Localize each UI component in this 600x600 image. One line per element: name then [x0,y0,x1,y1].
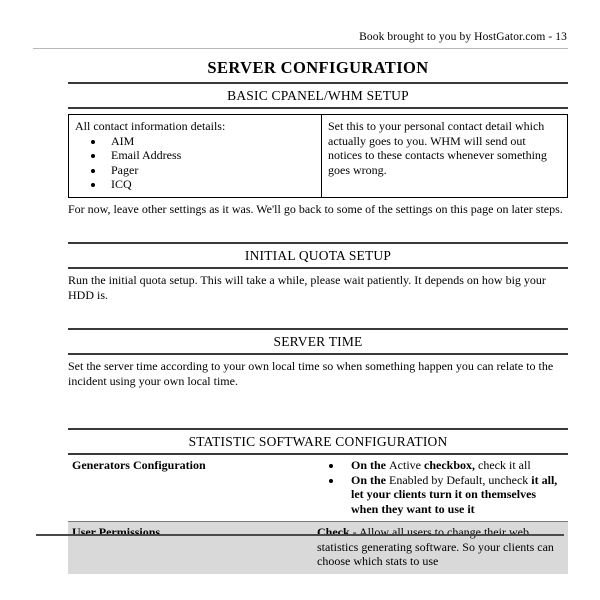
section-paragraph: Run the initial quota setup. This will take a while, please wait patiently. It depends on how big your HDD is. [68,273,546,302]
section-rule-bottom [68,353,568,355]
statistic-software-table [68,455,568,574]
spacer [68,414,568,428]
section-server-time [68,328,568,388]
row-label: User Permissions [68,522,313,574]
list-item: • Pager [105,163,315,178]
contact-details-list [75,134,315,192]
contact-details-description-cell: Set this to your personal contact detail which actually goes to you. WHM will send out notices to these contacts whenever something goes wrong. [322,115,568,198]
row-detail [313,455,568,522]
document-content [68,58,568,574]
generators-bullet-list [317,458,564,516]
section-heading: INITIAL QUOTA SETUP [244,248,392,263]
closing-rule [36,534,564,536]
running-header [33,30,568,49]
section-paragraph: Set the server time according to your own local time so when something happen you can relate to the incident using your own local time. [68,359,554,388]
contact-details-table [68,114,568,198]
page-title: SERVER CONFIGURATION [207,58,429,77]
header-divider-rule [33,48,568,49]
section-basic-cpanel-whm-setup [68,82,568,216]
table-row [68,455,568,522]
section-initial-quota-setup [68,242,568,302]
running-header-text: Book brought to you by HostGator.com - 13 [359,31,567,43]
list-item: • AIM [105,134,315,149]
row-label: Generators Configuration [68,455,313,522]
section-heading: BASIC CPANEL/WHM SETUP [227,88,409,103]
list-item: • On the Active checkbox, check it all [343,458,564,473]
table-row [68,522,568,574]
list-item: • On the Enabled by Default, uncheck it all, let your clients turn it on themselves when they want to use it [343,473,564,517]
row-detail: Check - Allow all users to change their web statistics generating software. So your clients can choose which stats to use [313,522,568,574]
list-item: • ICQ [105,177,315,192]
contact-details-cell [69,115,322,198]
contact-details-intro: All contact information details: [75,119,226,133]
section-heading: SERVER TIME [273,334,363,349]
spacer [68,302,568,328]
spacer [68,388,568,414]
section-paragraph: For now, leave other settings as it was. We'll go back to some of the settings on this page on later steps. [68,201,563,216]
table-row [69,115,568,198]
section-rule-bottom [68,267,568,269]
section-statistic-software-configuration [68,428,568,574]
section-heading: STATISTIC SOFTWARE CONFIGURATION [188,434,448,449]
section-rule-bottom [68,107,568,109]
list-item: • Email Address [105,148,315,163]
spacer [68,216,568,242]
